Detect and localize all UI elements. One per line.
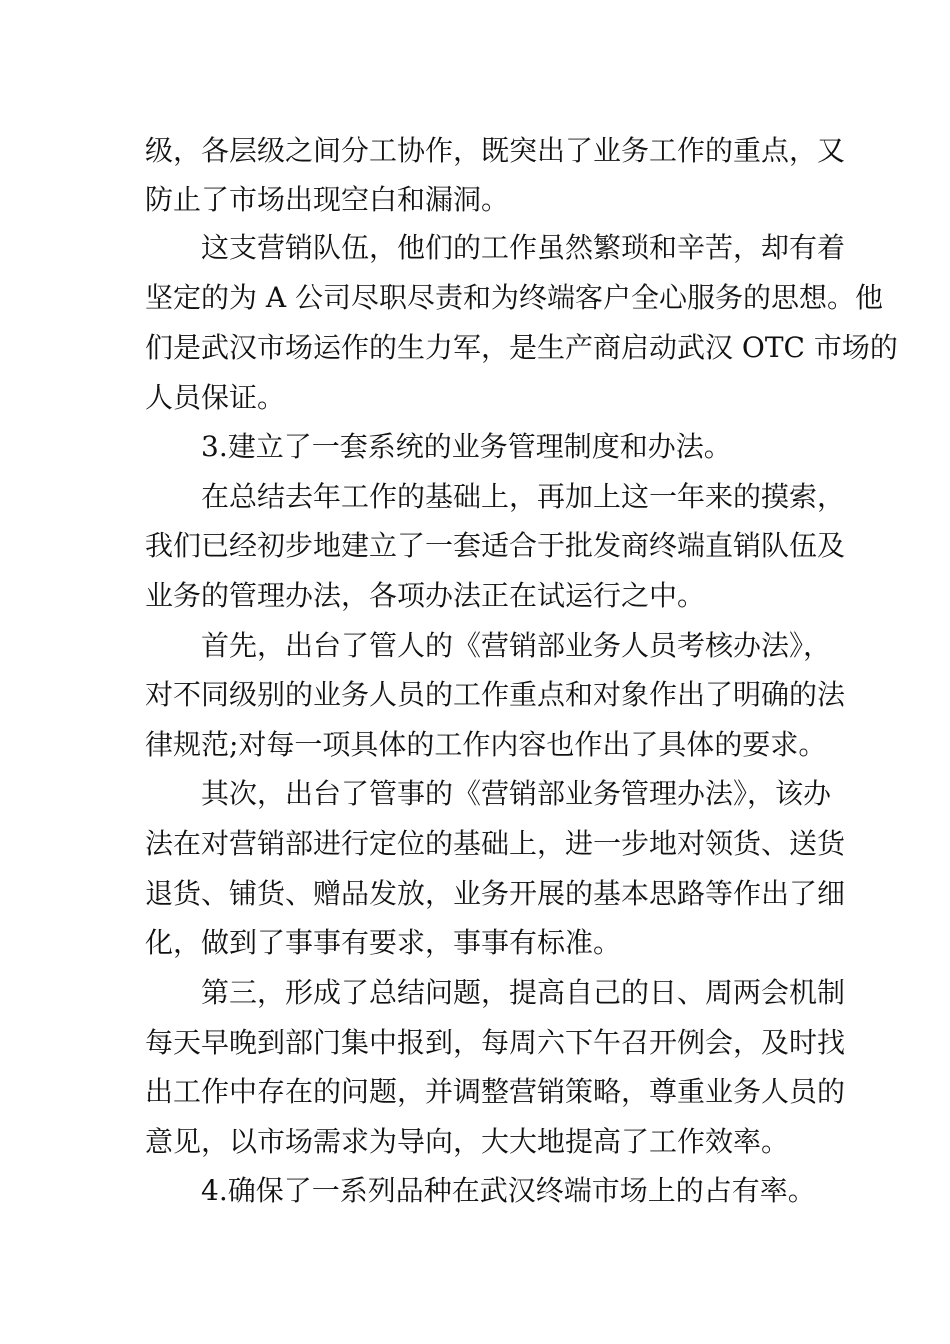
text-line: 们是武汉市场运作的生力军，是生产商启动武汉 OTC 市场的 bbox=[145, 331, 898, 364]
text-line: 业务的管理办法，各项办法正在试运行之中。 bbox=[145, 579, 706, 612]
text-line: 退货、铺货、赠品发放，业务开展的基本思路等作出了细 bbox=[145, 877, 846, 910]
text-line: 级，各层级之间分工协作，既突出了业务工作的重点，又 bbox=[145, 134, 846, 167]
text-line: 律规范;对每一项具体的工作内容也作出了具体的要求。 bbox=[145, 728, 827, 761]
paragraph-first-line: 在总结去年工作的基础上，再加上这一年来的摸索， bbox=[201, 480, 846, 513]
text-line: 人员保证。 bbox=[145, 381, 286, 414]
text-line: 对不同级别的业务人员的工作重点和对象作出了明确的法 bbox=[145, 678, 846, 711]
text-line: 化，做到了事事有要求，事事有标准。 bbox=[145, 926, 622, 959]
text-line: 防止了市场出现空白和漏洞。 bbox=[145, 183, 510, 216]
section-heading: 4.确保了一系列品种在武汉终端市场上的占有率。 bbox=[201, 1174, 816, 1207]
text-line: 坚定的为 A 公司尽职尽责和为终端客户全心服务的思想。他 bbox=[145, 281, 884, 314]
section-heading: 3.建立了一套系统的业务管理制度和办法。 bbox=[201, 430, 732, 463]
text-line: 我们已经初步地建立了一套适合于批发商终端直销队伍及 bbox=[145, 529, 846, 562]
paragraph-first-line: 这支营销队伍，他们的工作虽然繁琐和辛苦，却有着 bbox=[201, 231, 846, 264]
paragraph-first-line: 首先，出台了管人的《营销部业务人员考核办法》， bbox=[201, 629, 832, 662]
paragraph-first-line: 其次，出台了管事的《营销部业务管理办法》，该办 bbox=[201, 777, 832, 810]
text-line: 法在对营销部进行定位的基础上，进一步地对领货、送货 bbox=[145, 827, 846, 860]
text-line: 出工作中存在的问题，并调整营销策略，尊重业务人员的 bbox=[145, 1075, 846, 1108]
text-line: 每天早晚到部门集中报到，每周六下午召开例会，及时找 bbox=[145, 1026, 846, 1059]
text-line: 意见，以市场需求为导向，大大地提高了工作效率。 bbox=[145, 1125, 790, 1158]
paragraph-first-line: 第三，形成了总结问题，提高自己的日、周两会机制 bbox=[201, 976, 846, 1009]
